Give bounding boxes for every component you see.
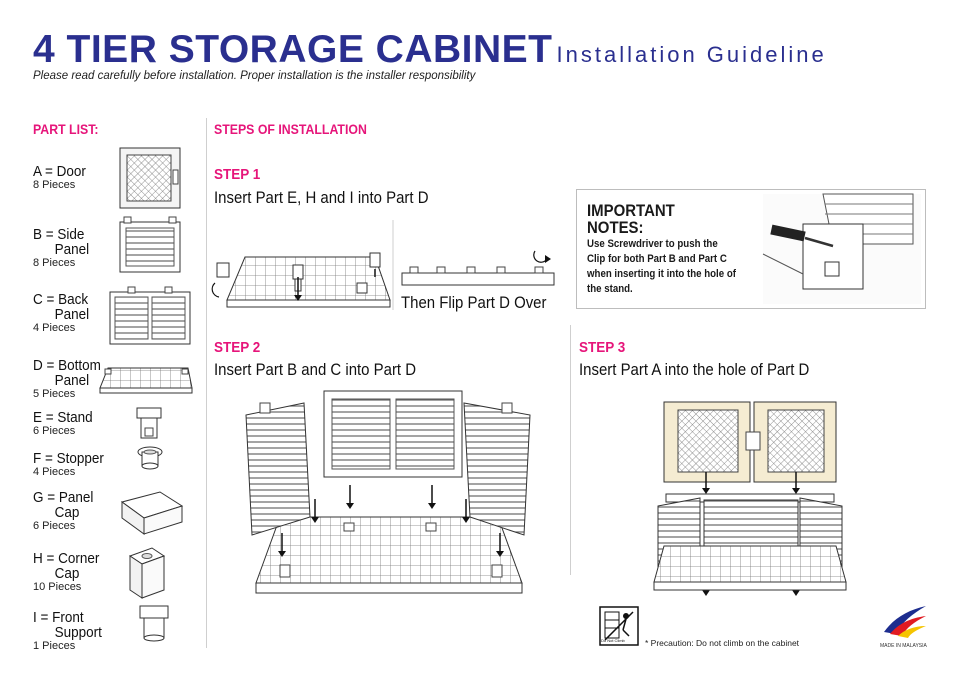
step3-illustration bbox=[650, 396, 850, 606]
part-item-e: E = Stand 6 Pieces bbox=[33, 409, 93, 437]
part-item-d: D = Bottom Panel 5 Pieces bbox=[33, 357, 101, 400]
screwdriver-illustration bbox=[763, 194, 921, 304]
title-subtitle: Installation Guideline bbox=[556, 42, 827, 67]
part-item-a: A = Door 8 Pieces bbox=[33, 163, 86, 191]
part-illustrations bbox=[0, 0, 210, 679]
side-panel-part-icon bbox=[120, 217, 180, 272]
step2-illustration bbox=[240, 385, 540, 605]
step3-label: STEP 3 bbox=[579, 339, 626, 356]
step1-flip-text: Then Flip Part D Over bbox=[401, 293, 547, 312]
corner-cap-part-icon bbox=[130, 548, 164, 598]
precaution-text: * Precaution: Do not climb on the cabinet bbox=[645, 638, 800, 648]
title-main: 4 TIER STORAGE CABINET bbox=[33, 28, 553, 71]
stand-part-icon bbox=[137, 408, 161, 438]
steps-heading: STEPS OF INSTALLATION bbox=[214, 121, 367, 137]
step3-text: Insert Part A into the hole of Part D bbox=[579, 360, 810, 379]
made-in-malaysia-text: MADE IN MALAYSIA bbox=[880, 643, 927, 649]
part-item-c: C = Back Panel 4 Pieces bbox=[33, 291, 90, 334]
part-item-f: F = Stopper 4 Pieces bbox=[33, 450, 104, 478]
notes-body: Use Screwdriver to push the Clip for both Part B and Part C when inserting it into the hole of the stand. bbox=[587, 238, 736, 295]
part-item-g: G = Panel Cap 6 Pieces bbox=[33, 489, 94, 532]
door-part-icon bbox=[120, 148, 180, 208]
step1-text: Insert Part E, H and I into Part D bbox=[214, 188, 429, 207]
bottom-panel-part-icon bbox=[100, 368, 192, 393]
panel-cap-part-icon bbox=[122, 492, 182, 534]
notes-title: IMPORTANT NOTES: bbox=[587, 201, 675, 237]
step-divider bbox=[570, 325, 571, 575]
do-not-climb-sign-text: Do Not Climb bbox=[601, 638, 625, 643]
step2-label: STEP 2 bbox=[214, 339, 261, 356]
stopper-part-icon bbox=[138, 447, 162, 469]
part-item-b: B = Side Panel 8 Pieces bbox=[33, 226, 90, 269]
made-in-malaysia-logo bbox=[880, 600, 930, 640]
column-divider bbox=[206, 118, 207, 648]
intro-text: Please read carefully before installation. Proper installation is the installer responsibility bbox=[33, 70, 476, 82]
front-support-part-icon bbox=[140, 606, 168, 641]
part-item-i: I = Front Support 1 Pieces bbox=[33, 609, 102, 652]
back-panel-part-icon bbox=[110, 287, 190, 344]
important-notes-box bbox=[576, 189, 926, 309]
step2-text: Insert Part B and C into Part D bbox=[214, 360, 417, 379]
step1-label: STEP 1 bbox=[214, 166, 261, 183]
part-item-h: H = Corner Cap 10 Pieces bbox=[33, 550, 100, 593]
part-list-heading: PART LIST: bbox=[33, 121, 99, 137]
